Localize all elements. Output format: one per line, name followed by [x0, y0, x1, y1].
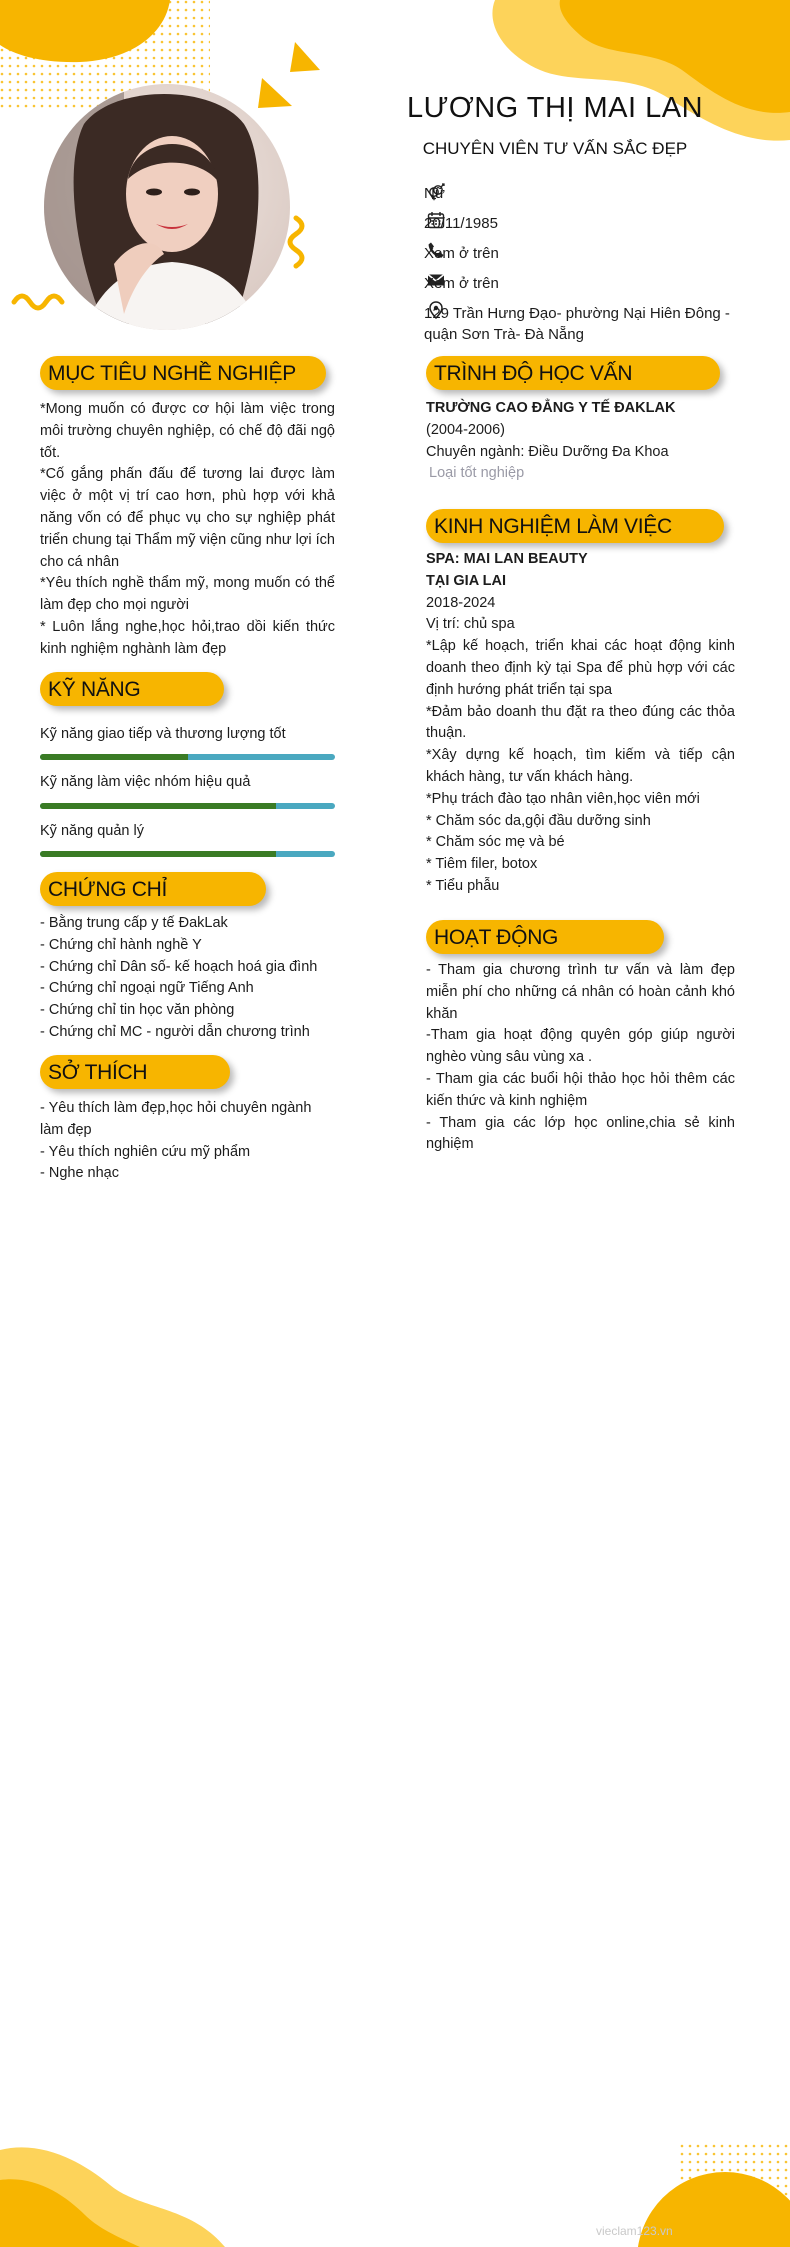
hobby-item: - Yêu thích nghiên cứu mỹ phẩm: [40, 1143, 251, 1160]
experience-item: *Lập kế hoạch, triển khai các hoạt động kinh doanh theo định kỳ tại Spa để phù hợp với các định hướng phát triển tại spa: [426, 638, 735, 698]
address-value: [424, 303, 754, 345]
activities-list: [426, 960, 735, 1156]
experience-item: *Phụ trách đào tạo nhân viên,học viên mới: [426, 790, 700, 807]
experience-heading: [426, 509, 724, 543]
school-name: TRƯỜNG CAO ĐẲNG Y TẾ ĐAKLAK: [426, 400, 676, 416]
email-value: Xem ở trên: [424, 275, 499, 292]
hobbies-list: [40, 1098, 335, 1185]
skill-bar: [40, 754, 335, 760]
skill-label: Kỹ năng quản lý: [40, 823, 144, 839]
experience-heading-text: KINH NGHIỆM LÀM VIỆC: [434, 515, 672, 538]
activity-item: -Tham gia hoạt động quyên góp giúp người nghèo vùng sâu vùng xa .: [426, 1027, 735, 1066]
experience-period: 2018-2024: [426, 594, 496, 611]
skill-bar-fill: [40, 803, 276, 809]
experience-role: Vị trí: chủ spa: [426, 616, 515, 633]
skill-label: Kỹ năng giao tiếp và thương lượng tốt: [40, 726, 286, 742]
certificates-heading-text: CHỨNG CHỈ: [48, 878, 168, 901]
skills-heading: [40, 672, 224, 706]
certificate-item: - Chứng chỉ ngoại ngữ Tiếng Anh: [40, 980, 254, 997]
hobbies-heading-text: SỞ THÍCH: [48, 1061, 148, 1084]
job-title: CHUYÊN VIÊN TƯ VẤN SẮC ĐẸP: [422, 139, 688, 158]
full-name: LƯƠNG THỊ MAI LAN: [406, 92, 704, 124]
certificates-heading: [40, 872, 266, 906]
activity-item: - Tham gia các lớp học online,chia sẻ kinh nghiệm: [426, 1114, 735, 1153]
skill-bar-fill: [40, 754, 188, 760]
company-name: SPA: MAI LAN BEAUTY: [426, 551, 588, 567]
hobby-item: - Yêu thích làm đẹp,học hỏi chuyên ngành làm đẹp: [40, 1100, 312, 1138]
profile-photo: [44, 84, 290, 330]
address-line-1: 129 Trần Hưng Đạo- phường Nại Hiên Đông -: [424, 305, 730, 322]
certificates-list: [40, 913, 335, 1044]
experience-item: * Chăm sóc mẹ và bé: [426, 834, 565, 851]
certificate-item: - Bằng trung cấp y tế ĐakLak: [40, 915, 228, 931]
objective-heading: [40, 356, 326, 390]
gender-value: Nữ: [424, 185, 445, 202]
experience-item: * Tiểu phẫu: [426, 877, 500, 894]
objective-paragraph: *Yêu thích nghề thẩm mỹ, mong muốn có thể làm đẹp cho mọi người: [40, 575, 335, 614]
birthdate-value: 20/11/1985: [424, 215, 498, 232]
objective-paragraph: *Mong muốn có được cơ hội làm việc trong môi trường chuyên nghiệp, có chế độ đãi ngộ tốt.: [40, 401, 335, 461]
certificate-item: - Chứng chỉ Dân số- kế hoạch hoá gia đình: [40, 958, 318, 975]
skills-heading-text: KỸ NĂNG: [48, 678, 141, 701]
experience-item: *Đảm bảo doanh thu đặt ra theo đúng các thỏa thuận.: [426, 703, 735, 742]
skill-label: Kỹ năng làm việc nhóm hiệu quả: [40, 774, 251, 790]
objective-heading-text: MỤC TIÊU NGHỀ NGHIỆP: [48, 362, 296, 385]
education-grade: Loại tốt nghiệp: [429, 465, 525, 482]
education-major: Chuyên ngành: Điều Dưỡng Đa Khoa: [426, 443, 669, 460]
education-period: (2004-2006): [426, 421, 505, 438]
watermark: vieclam123.vn: [596, 2224, 673, 2238]
company-location: TẠI GIA LAI: [426, 572, 507, 589]
activities-heading-text: HOẠT ĐỘNG: [434, 926, 559, 949]
experience-item: * Tiêm filer, botox: [426, 856, 538, 873]
hobby-item: - Nghe nhạc: [40, 1165, 119, 1182]
phone-value: Xem ở trên: [424, 245, 499, 262]
activity-item: - Tham gia chương trình tư vấn và làm đẹp miễn phí cho những cá nhân có hoàn cảnh khó khăn: [426, 962, 735, 1022]
activity-item: - Tham gia các buổi hội thảo học hỏi thêm các kiến thức và kinh nghiệm: [426, 1070, 735, 1109]
experience-item: *Xây dựng kế hoạch, tìm kiếm và tiếp cận khách hàng, tư vấn khách hàng.: [426, 747, 735, 785]
certificate-item: - Chứng chỉ hành nghề Y: [40, 936, 202, 953]
address-line-2: quận Sơn Trà- Đà Nẵng: [424, 326, 584, 343]
education-heading-text: TRÌNH ĐỘ HỌC VẤN: [434, 362, 633, 385]
activities-heading: [426, 920, 664, 954]
experience-item: * Chăm sóc da,gội đầu dưỡng sinh: [426, 812, 651, 829]
skill-bar: [40, 803, 335, 809]
objective-paragraph: *Cố gắng phấn đấu để tương lai được làm việc ở một vị trí cao hơn, phù hợp với khả năng vốn có để phục vụ cho sự nghiệp phát triển chung tại Thẩm mỹ viện cũng như lợi ích cho cá nhân: [40, 466, 335, 570]
skill-bar: [40, 851, 335, 857]
skill-bar-fill: [40, 851, 276, 857]
certificate-item: - Chứng chỉ MC - người dẫn chương trình: [40, 1023, 310, 1040]
education-details: [426, 398, 736, 485]
objective-text: [40, 399, 335, 661]
objective-paragraph: * Luôn lắng nghe,học hỏi,trao dồi kiến thức kinh nghiệm nghành làm đẹp: [40, 618, 335, 657]
certificate-item: - Chứng chỉ tin học văn phòng: [40, 1002, 235, 1019]
experience-details: [426, 549, 735, 898]
hobbies-heading: [40, 1055, 230, 1089]
education-heading: [426, 356, 720, 390]
